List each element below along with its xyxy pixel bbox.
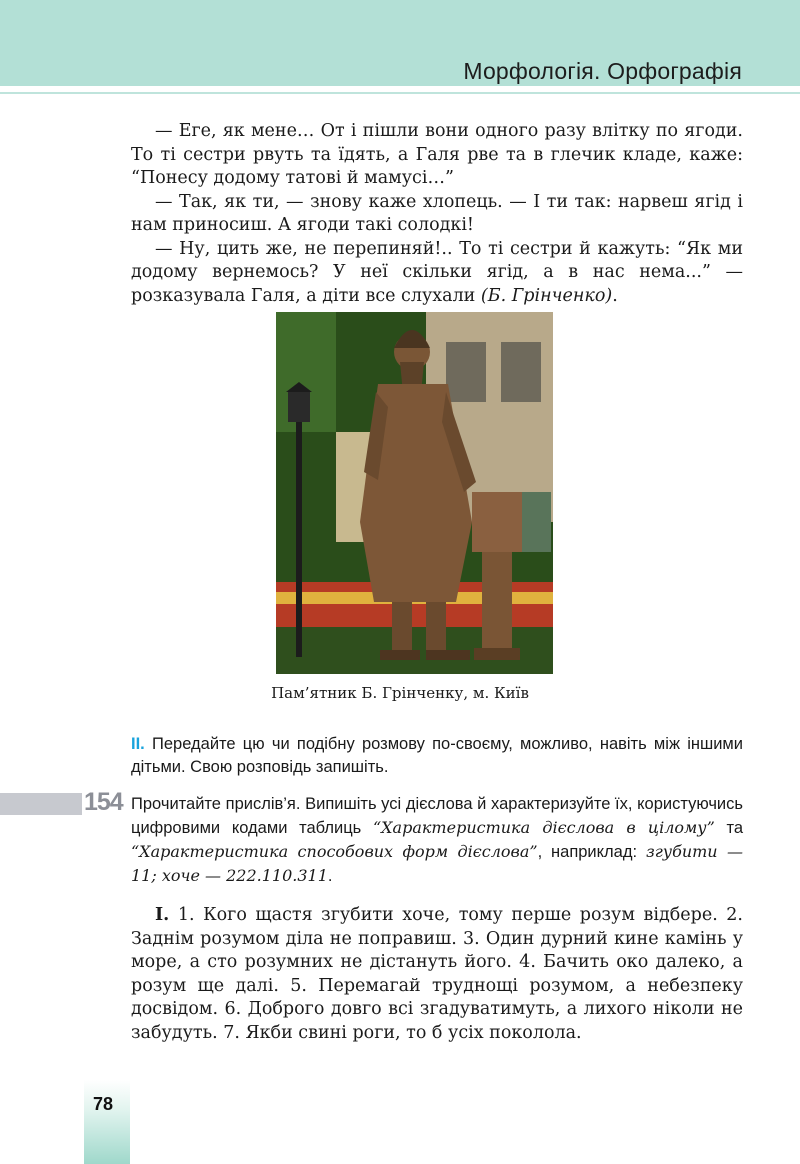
story-paragraph-2: — Так, як ти, — знову каже хлопець. — І ти так: нарвеш ягід і нам приносиш. А ягоди такі солодкі!	[131, 191, 743, 235]
proverbs-paragraph	[131, 904, 743, 1045]
page-number-tab	[84, 1080, 130, 1164]
exercise-instr-3: , наприклад:	[537, 843, 646, 861]
story-paragraph-3-text: — Ну, цить же, не перепиняй!.. То ті сестри й кажуть: “Як ми додому вернемось? У неї скільки ягід, а в нас нема...” — розказувала Галя, а діти все слухали	[131, 238, 743, 306]
proverbs-label: І.	[155, 905, 170, 925]
photo-caption: Пам’ятник Б. Грінченку, м. Київ	[271, 684, 529, 702]
exercise-instr-2: та	[714, 819, 743, 837]
exercise-instr-1: Прочитайте прислів’я. Випишіть усі дієслова й характеризуйте їх, користуючись цифровими кодами таблиць	[131, 795, 743, 837]
table-2-title: “Характеристика способових форм дієслова”	[131, 842, 538, 861]
exercise-number: 154	[84, 788, 123, 816]
story-end: .	[612, 285, 618, 306]
story-paragraph-1: — Еге, як мене… От і пішли вони одного разу влітку по ягоди. То ті сестри рвуть та їдять, а Галя рве та в глечик кладе, каже: “Понесу додому татові й мамусі…”	[131, 121, 743, 188]
table-1-title: “Характеристика дієслова в цілому”	[372, 818, 715, 837]
monument-photo	[276, 312, 553, 674]
story-text	[131, 120, 743, 308]
task-ii	[131, 733, 743, 779]
exercise-number-bar	[0, 793, 82, 815]
story-paragraph-3	[131, 238, 743, 309]
page-number: 78	[93, 1094, 114, 1114]
exercise-instr-end: .	[327, 867, 333, 885]
proverbs	[131, 904, 743, 1045]
exercise-instructions	[131, 793, 743, 888]
task-ii-label: ІІ.	[131, 735, 145, 753]
header-divider	[0, 92, 800, 94]
section-title: Морфологія. Орфографія	[463, 58, 742, 84]
task-ii-text: Передайте цю чи подібну розмову по-своєму, можливо, навіть між іншими дітьми. Свою розповідь запишіть.	[131, 735, 743, 776]
exercise-example: згубити — 11; хоче — 222.110.311	[131, 842, 743, 885]
proverbs-text: 1. Кого щастя згубити хоче, тому перше розум відбере. 2. Заднім розумом діла не поправиш. 3. Один дурний кине камінь у море, а сто розумних не дістануть його. 4. Бачить око далеко, а розум ще далі. 5. Перемагай труднощі розумом, а небезпеку досвідом. 6. Доброго довго всі згадуватимуть, а лихого ніколи не забудуть. 7. Якби свині роги, то б усіх поколола.	[131, 905, 743, 1043]
story-source: (Б. Грінченко)	[480, 285, 613, 306]
